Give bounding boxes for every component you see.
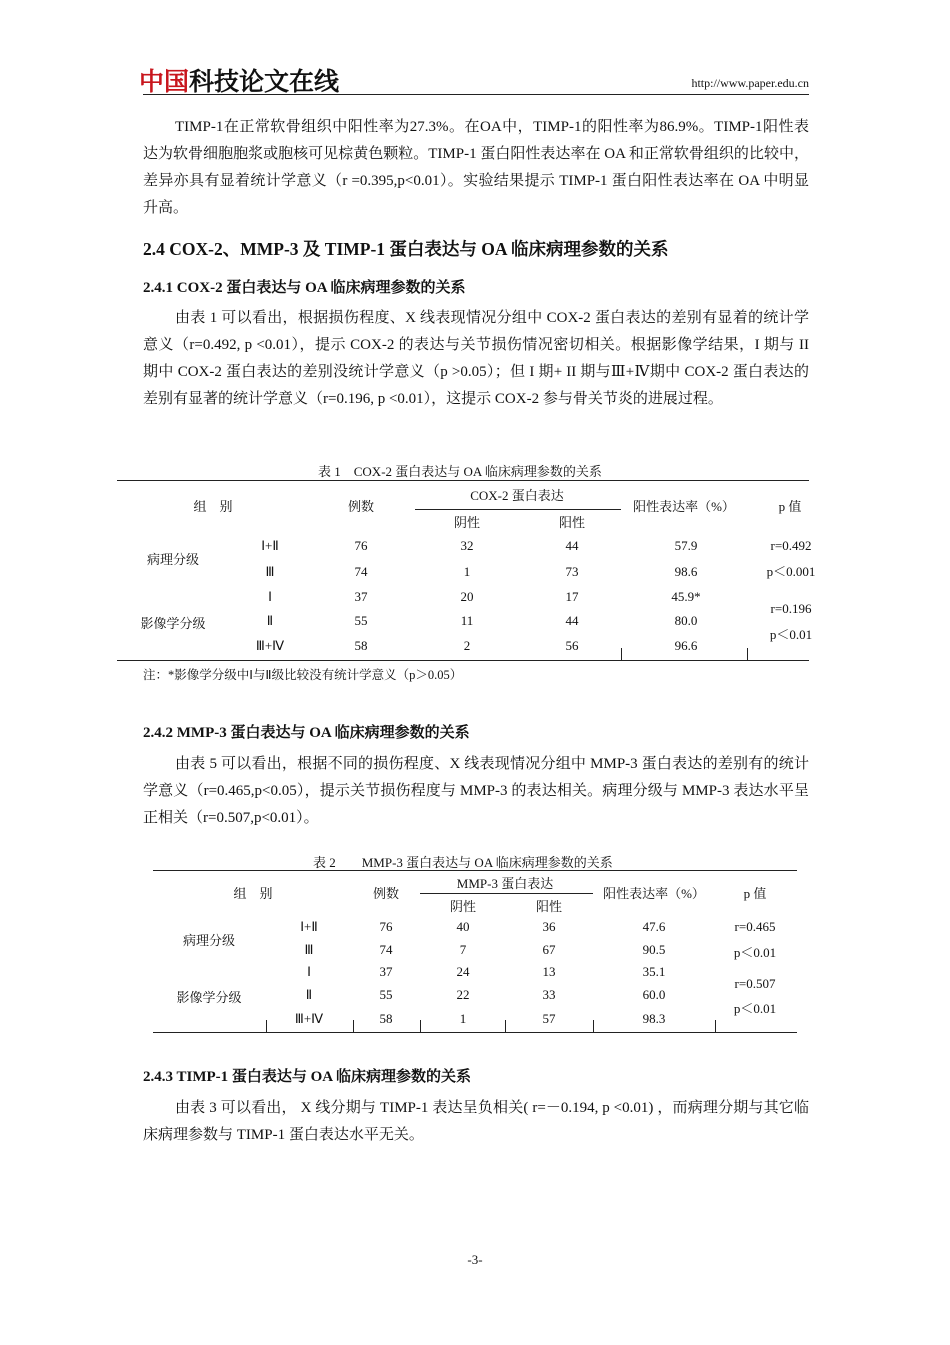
table2-bottom-rule: [153, 1032, 797, 1033]
table1-cell: 76: [354, 538, 368, 553]
table1-p-value: p＜0.01: [769, 627, 813, 642]
table1-note: 注：*影像学分级中Ⅰ与Ⅱ级比较没有统计学意义（p＞0.05）: [143, 668, 463, 682]
table1-header-p: p 值: [778, 499, 802, 514]
table2-tick: [353, 1020, 354, 1032]
table1-bottom-rule: [117, 660, 809, 661]
table1-cell: Ⅱ: [266, 613, 274, 628]
table2-cell: 40: [456, 919, 470, 934]
table2-cell: 60.0: [642, 987, 666, 1002]
table2-p-value: r=0.465: [734, 919, 776, 934]
table1-group-pathology: 病理分级: [146, 552, 200, 567]
table1-top-rule: [117, 480, 809, 481]
table2-header-p: p 值: [743, 886, 767, 901]
table1-expr-rule: [415, 509, 621, 510]
table2-cell: Ⅱ: [305, 987, 313, 1002]
table1-cell: 20: [460, 589, 474, 604]
paragraph-timp1-result: TIMP-1在正常软骨组织中阳性率为27.3%。在OA中，TIMP-1的阳性率为86.9%。TIMP-1阳性表达为软骨细胞胞浆或胞核可见棕黄色颗粒。TIMP-1 蛋白阳性表达率在 OA 和正常软骨组织的比较中，差异亦具有显着统计学意义（r =0.395,p<0.01）。实验结果提示 TIMP-1 蛋白阳性表达率在 OA 中明显升高。: [143, 119, 809, 216]
table1-cell: 45.9*: [671, 589, 701, 604]
table2-group-imaging: 影像学分级: [176, 990, 242, 1005]
table1-cell: 37: [354, 589, 368, 604]
table2-cell: 33: [542, 987, 556, 1002]
table1-tick: [621, 648, 622, 660]
table2-group-pathology: 病理分级: [182, 933, 236, 948]
table1-group-imaging: 影像学分级: [140, 616, 206, 631]
table1-cell: 32: [460, 538, 474, 553]
table2-tick: [420, 1020, 421, 1032]
table1-caption: 表 1 COX-2 蛋白表达与 OA 临床病理参数的关系: [318, 464, 602, 479]
table1-cell: 80.0: [674, 613, 698, 628]
table2-cell: 58: [379, 1011, 393, 1026]
table2-cell: 57: [542, 1011, 556, 1026]
table1-header-expr: COX-2 蛋白表达: [470, 488, 564, 503]
table2-header-rate: 阳性表达率（%）: [603, 886, 705, 901]
table1-cell: 73: [565, 564, 579, 579]
table1-p-value: p＜0.001: [766, 564, 816, 579]
table1-cell: 57.9: [674, 538, 698, 553]
table2-header-expr: MMP-3 蛋白表达: [456, 876, 554, 891]
table1-cell: 2: [463, 638, 471, 653]
table2-header-pos: 阳性: [535, 899, 563, 914]
table2-cell: Ⅰ: [307, 964, 311, 979]
table2-cell: 67: [542, 942, 556, 957]
table2-header-neg: 阴性: [449, 899, 477, 914]
table2-cell: Ⅲ: [304, 942, 314, 957]
paragraph-timp1: 由表 3 可以看出， X 线分期与 TIMP-1 表达呈负相关( r=－0.194, p <0.01) ，而病理分期与其它临床病理参数与 TIMP-1 蛋白表达水平无关。: [143, 1100, 809, 1143]
table2-cell: 7: [459, 942, 467, 957]
table1-cell: 44: [565, 538, 579, 553]
table1-cell: 44: [565, 613, 579, 628]
table1-cell: 1: [463, 564, 471, 579]
table2-cell: 24: [456, 964, 470, 979]
table2-header-count: 例数: [372, 886, 400, 901]
table2-p-value: p＜0.01: [733, 945, 777, 960]
table2-cell: Ⅰ+Ⅱ: [300, 919, 318, 934]
paragraph-mmp3: 由表 5 可以看出，根据不同的损伤程度、X 线表现情况分组中 MMP-3 蛋白表达的差别有的统计学意义（r=0.465,p<0.05），提示关节损伤程度与 MMP-3 的表达相关。病理分级与 MMP-3 表达水平呈正相关（r=0.507,p<0.01）。: [143, 756, 809, 826]
table2-cell: 1: [459, 1011, 467, 1026]
table1-header-group: 组 别: [193, 499, 233, 514]
table2-caption: 表 2 MMP-3 蛋白表达与 OA 临床病理参数的关系: [313, 855, 613, 870]
table2-tick: [593, 1020, 594, 1032]
table1-header-count: 例数: [347, 499, 375, 514]
table1-cell: 96.6: [674, 638, 698, 653]
table2-cell: Ⅲ+Ⅳ: [294, 1011, 324, 1026]
table1-cell: 17: [565, 589, 579, 604]
section-heading-2-4-1: 2.4.1 COX-2 蛋白表达与 OA 临床病理参数的关系: [143, 280, 466, 296]
page-header: [139, 60, 809, 96]
table2-expr-rule: [420, 893, 593, 894]
table2-cell: 55: [379, 987, 393, 1002]
table1-cell: 11: [460, 613, 474, 628]
table1-cell: Ⅲ: [265, 564, 275, 579]
logo-red-text: 中国: [139, 67, 190, 96]
section-heading-2-4-3: 2.4.3 TIMP-1 蛋白表达与 OA 临床病理参数的关系: [143, 1069, 472, 1085]
table2-top-rule: [153, 870, 797, 871]
logo-black-text: 科技论文在线: [189, 67, 340, 96]
journal-logo: [139, 62, 339, 98]
table1-header-pos: 阳性: [558, 515, 586, 530]
table1-tick: [747, 648, 748, 660]
section-heading-2-4: 2.4 COX-2、MMP-3 及 TIMP-1 蛋白表达与 OA 临床病理参数的关系: [143, 239, 669, 259]
table1-cell: Ⅰ+Ⅱ: [261, 538, 279, 553]
table1-p-value: r=0.492: [770, 538, 812, 553]
table2-cell: 35.1: [642, 964, 666, 979]
table1-cell: 98.6: [674, 564, 698, 579]
table2-header-group: 组 别: [233, 886, 273, 901]
table1-header-neg: 阴性: [453, 515, 481, 530]
table2-cell: 36: [542, 919, 556, 934]
table1-cell: 58: [354, 638, 368, 653]
table2-cell: 37: [379, 964, 393, 979]
table2-cell: 98.3: [642, 1011, 666, 1026]
table2-tick: [715, 1020, 716, 1032]
table2-cell: 76: [379, 919, 393, 934]
table2-cell: 74: [379, 942, 393, 957]
table2-p-value: p＜0.01: [733, 1001, 777, 1016]
header-url[interactable]: http://www.paper.edu.cn: [691, 76, 809, 90]
table1-p-value: r=0.196: [770, 601, 812, 616]
table2-tick: [266, 1020, 267, 1032]
paragraph-cox2: 由表 1 可以看出，根据损伤程度、X 线表现情况分组中 COX-2 蛋白表达的差别有显着的统计学意义（r=0.492, p <0.01），提示 COX-2 的表达与关节损伤情况密切相关。根据影像学结果，I 期与 II 期中 COX-2 蛋白表达的差别没统计学意义（p >0.05）；但 I 期+ II 期与Ⅲ+Ⅳ期中 COX-2 蛋白表达的差别有显著的统计学意义（r=0.196, p <0.01），这提示 COX-2 参与骨关节炎的进展过程。: [143, 310, 809, 407]
table1-cell: 56: [565, 638, 579, 653]
table2-p-value: r=0.507: [734, 976, 776, 991]
table2-cell: 22: [456, 987, 470, 1002]
table1-cell: Ⅰ: [268, 589, 272, 604]
table2-cell: 13: [542, 964, 556, 979]
table2-tick: [505, 1020, 506, 1032]
table1-cell: Ⅲ+Ⅳ: [255, 638, 285, 653]
table2-cell: 47.6: [642, 919, 666, 934]
table1-header-rate: 阳性表达率（%）: [633, 499, 735, 514]
table1-cell: 74: [354, 564, 368, 579]
table1-cell: 55: [354, 613, 368, 628]
page-number: -3-: [467, 1252, 483, 1267]
section-heading-2-4-2: 2.4.2 MMP-3 蛋白表达与 OA 临床病理参数的关系: [143, 725, 470, 741]
table2-cell: 90.5: [642, 942, 666, 957]
